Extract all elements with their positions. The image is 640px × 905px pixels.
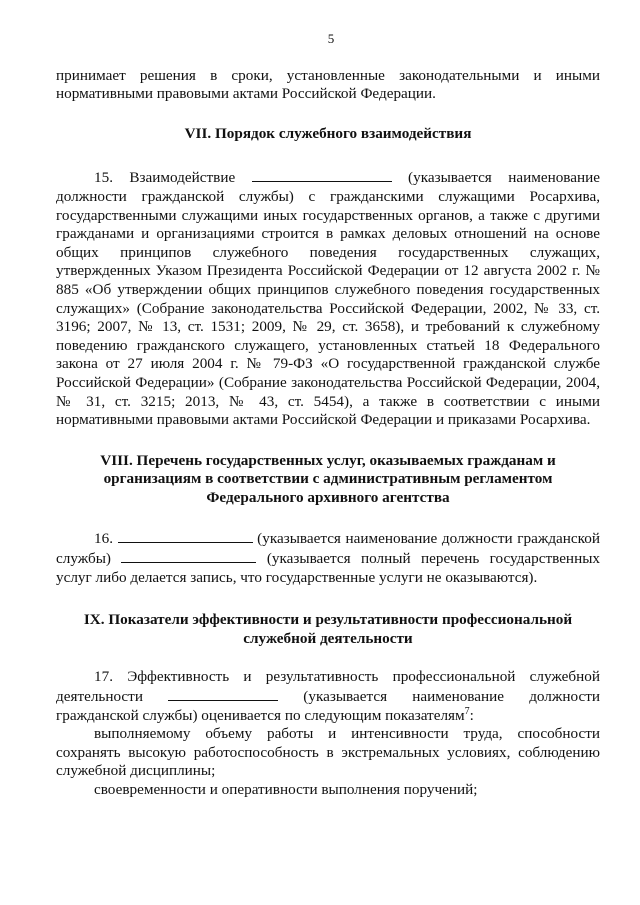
services-blank	[121, 549, 256, 563]
paragraph-15-rest: (указывается наименование должности гражданской службы) с гражданскими служащими Росархива, государственными служащими иных государственных органов, а также с другими гражданами и организациями строится в рамках деловых отношений на основе общих принципов служебного поведения государственных служащих, утвержденных Указом Президента Российской Федерации от 12 августа 2002 г. № 885 «Об утверждении общих принципов служебного поведения государственных служащих» (Собрание законодательства Российской Федерации, 2002, № 33, ст. 3196; 2007, № 13, ст. 1531; 2009, № 29, ст. 3658), и требований к служебному поведению гражданского служащего, установленных статьей 18 Федерального закона от 27 июля 2004 г. № 79-ФЗ «О государственной гражданской службе Российской Федерации» (Собрание законодательства Российской Федерации, 2004, № 31, ст. 3215; 2013, № 43, ст. 5454), а также в соответствии с иными нормативными правовыми актами Российской Федерации и приказами Росархива.	[56, 169, 601, 429]
section-7-heading: VII. Порядок служебного взаимодействия	[184, 124, 472, 142]
paragraph-17-start: 17. Эффективность и результативность профессиональной служебной деятельности	[56, 668, 600, 706]
paragraph-17	[56, 668, 600, 725]
position-blank	[118, 529, 253, 543]
paragraph-17-end: :	[469, 706, 474, 724]
paragraph-15-start: 15. Взаимодействие	[94, 169, 252, 187]
section-8-heading: VIII. Перечень государственных услуг, оказываемых гражданам и организациям в соответствии с административным регламентом Федерального архивного агентства	[100, 451, 556, 506]
position-blank	[168, 687, 278, 701]
page-number: 5	[327, 31, 335, 46]
document-page	[56, 30, 600, 800]
position-blank	[252, 168, 392, 182]
paragraph-17-rest: (указывается наименование должности гражданской службы) оценивается по следующим показателям	[56, 688, 600, 724]
intro-paragraph: принимает решения в сроки, установленные законодательными и иными нормативными правовыми актами Российской Федерации.	[56, 66, 600, 103]
paragraph-15	[56, 168, 600, 429]
indicator-item: своевременности и оперативности выполнения поручений;	[94, 781, 478, 798]
footnote-marker: 7	[464, 705, 470, 717]
section-9-heading: IX. Показатели эффективности и результативности профессиональной служебной деятельности	[83, 611, 573, 647]
paragraph-16	[56, 529, 600, 587]
paragraph-16-rest: (указывается полный перечень государственных услуг либо делается запись, что государственные услуги не оказываются).	[56, 550, 600, 586]
indicator-item: выполняемому объему работы и интенсивности труда, способности сохранять высокую работоспособность в экстремальных условиях, соблюдению служебной дисциплины;	[56, 725, 600, 780]
paragraph-16-start: 16.	[94, 530, 118, 548]
paragraph-16-mid: (указывается наименование должности гражданской службы)	[56, 530, 600, 568]
